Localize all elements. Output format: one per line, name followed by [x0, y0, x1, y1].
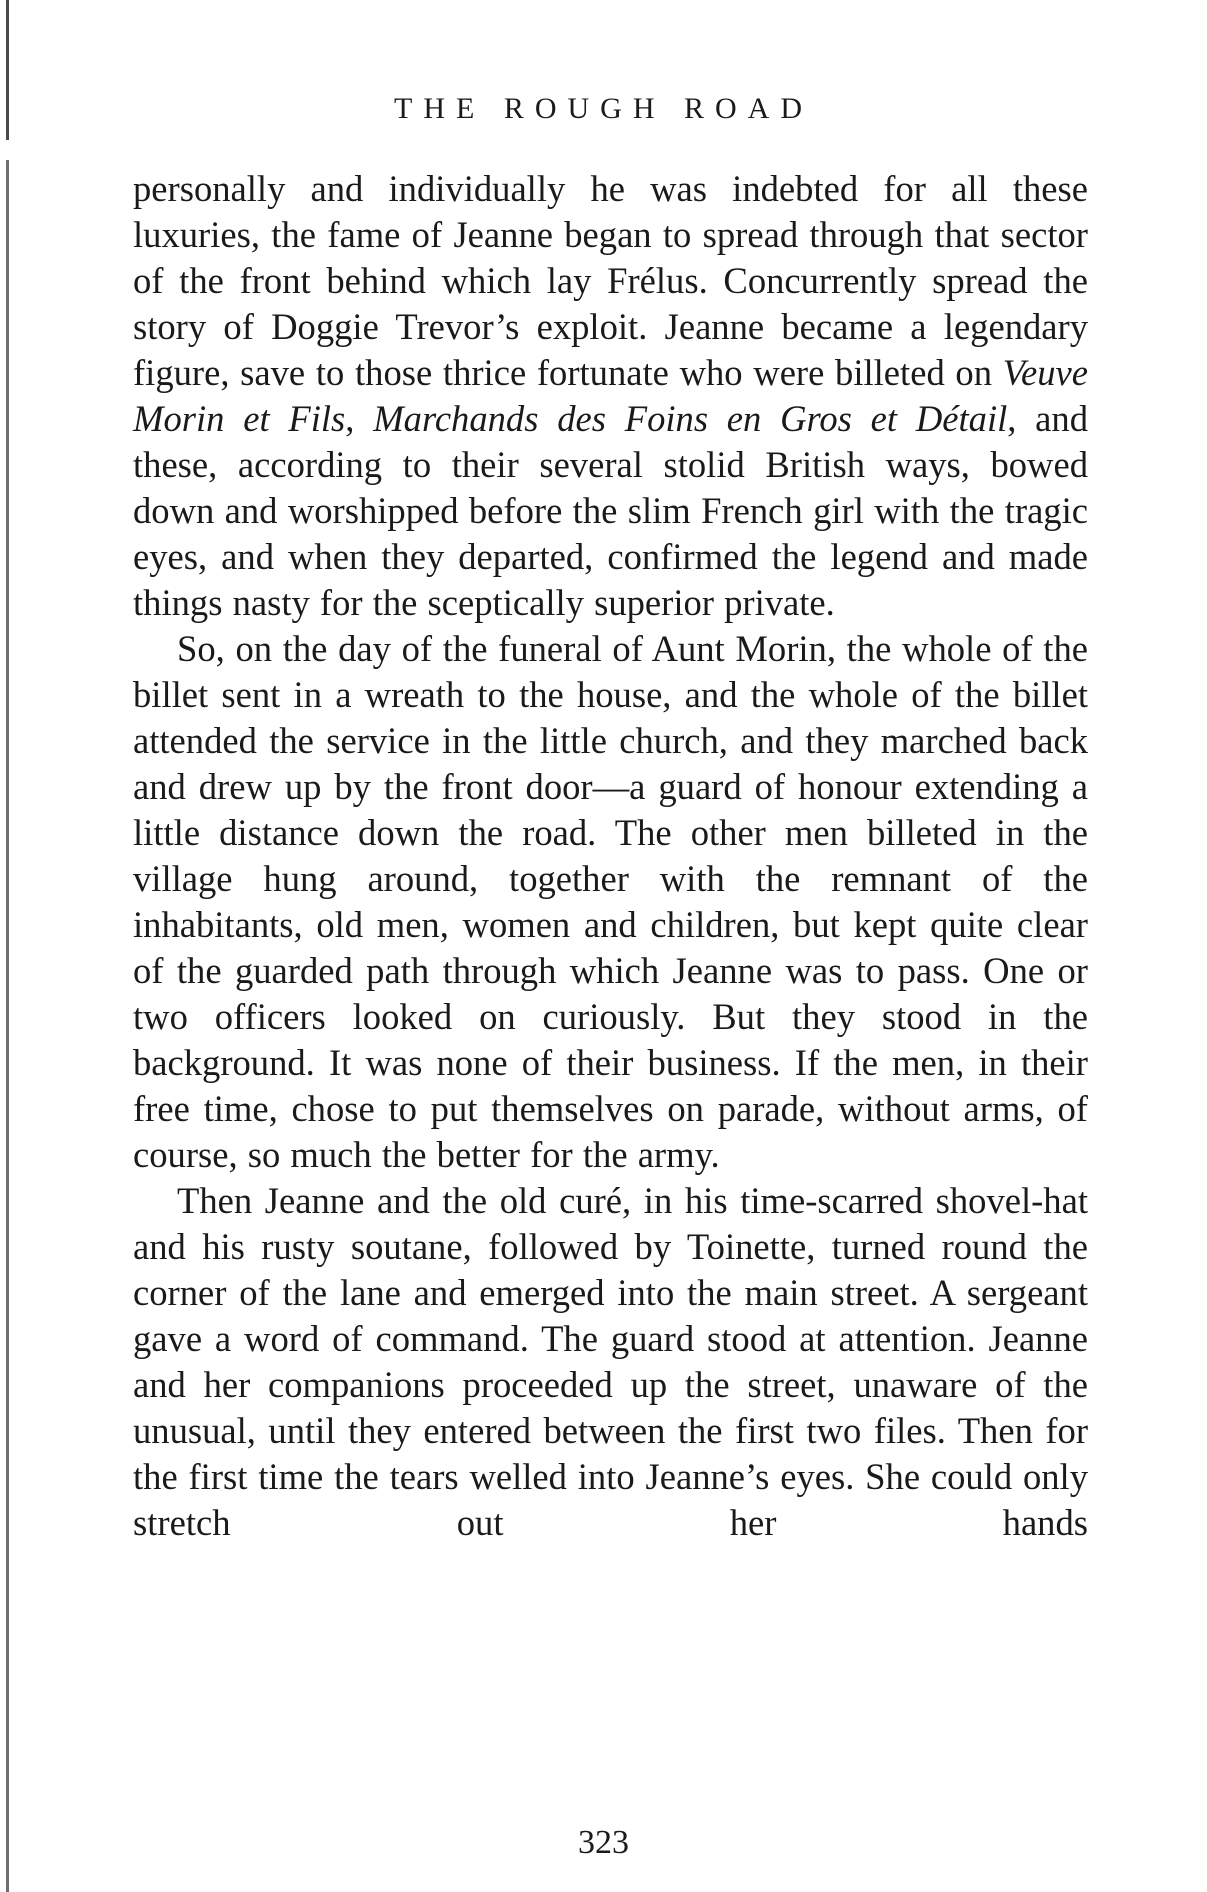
text-run: personally and individually he was indebted for all these luxuries, the fame of Jeanne began to spread through that sector of the front behind which lay Frélus. Concurrently spread the story of Doggie Trevor’s exploit. Jeanne became a legendary figure, save to those thrice fortunate who were billeted on [133, 168, 1088, 393]
paragraph-3 [133, 1178, 1088, 1546]
body-text [133, 166, 1088, 1546]
binding-edge [6, 0, 9, 1892]
running-header: THE ROUGH ROAD [394, 92, 813, 125]
paragraph-1 [133, 166, 1088, 626]
text-run: Then Jeanne and the old curé, in his time-scarred shovel-hat and his rusty soutane, followed by Toinette, turned round the corner of the lane and emerged into the main street. A sergeant gave a word of command. The guard stood at attention. Jeanne and her companions proceeded up the street, unaware of the unusual, until they entered between the first two files. Then for the first time the tears welled into Jeanne’s eyes. She could only stretch out her hands [133, 1180, 1088, 1543]
paragraph-2 [133, 626, 1088, 1178]
text-run: , and these, according to their several stolid British ways, bowed down and worshipped before the slim French girl with the tragic eyes, and when they departed, confirmed the legend and made things nasty for the sceptically superior private. [133, 398, 1088, 623]
text-run: , [345, 398, 374, 439]
text-run: So, on the day of the funeral of Aunt Morin, the whole of the billet sent in a wreath to the house, and the whole of the billet attended the service in the little church, and they marched back and drew up by the front door—a guard of honour extending a little distance down the road. The other men billeted in the village hung around, together with the remnant of the inhabitants, old men, women and children, but kept quite clear of the guarded path through which Jeanne was to pass. One or two officers looked on curiously. But they stood in the background. It was none of their business. If the men, in their free time, chose to put themselves on parade, without arms, of course, so much the better for the army. [133, 628, 1088, 1175]
page-number: 323 [578, 1824, 629, 1861]
italic-text-run: Marchands des Foins en Gros et Détail [373, 398, 1008, 439]
italic-text-run: Veuve Morin et Fils [133, 352, 1088, 439]
